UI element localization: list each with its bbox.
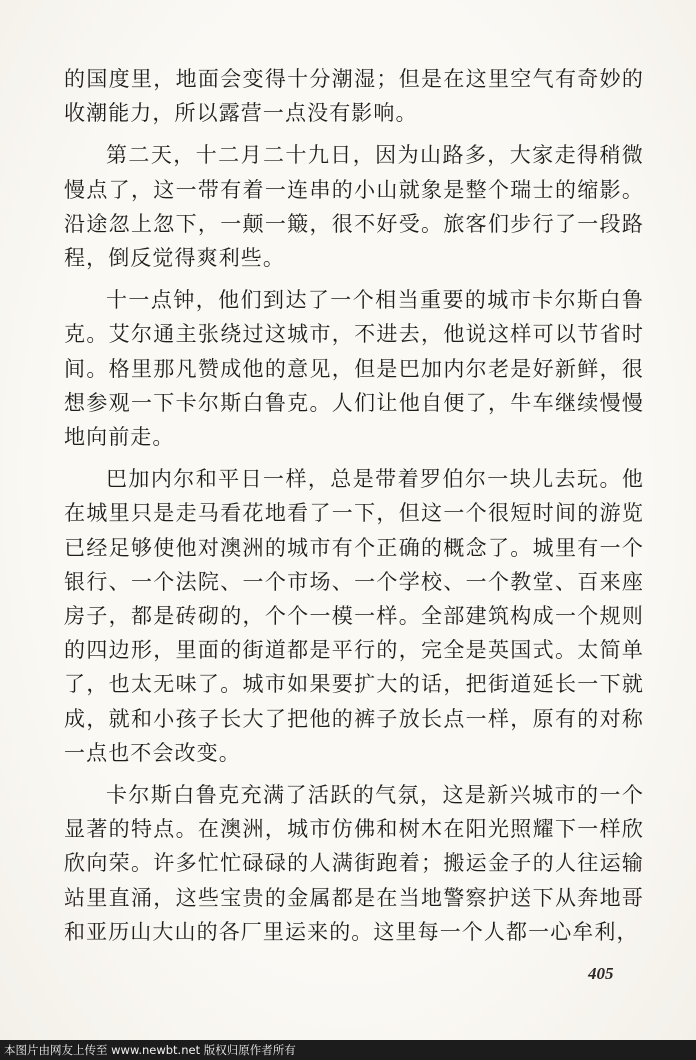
paragraph-continuation: 的国度里，地面会变得十分潮湿；但是在这里空气有奇妙的收潮能力，所以露营一点没有影响。 [64,67,644,126]
watermark-bar [0,1040,696,1060]
watermark-text: 本图片由网友上传至 www.newbt.net 版权归原作者所有 [4,1043,296,1057]
paragraph: 卡尔斯白鲁克充满了活跃的气氛，这是新兴城市的一个显著的特点。在澳洲，城市仿佛和树木在阳光照耀下一样欣欣向荣。许多忙忙碌碌的人满街跑着；搬运金子的人往运输站里直涌，这些宝贵的金属都是在当地警察护送下从奔地哥和亚历山大山的各厂里运来的。这里每一个人都一心牟利， [64,783,644,944]
paragraph: 巴加内尔和平日一样，总是带着罗伯尔一块儿去玩。他在城里只是走马看花地看了一下，但这一个很短时间的游览已经足够使他对澳洲的城市有个正确的概念了。城里有一个银行、一个法院、一个市场、一个学校、一个教堂、百来座房子，都是砖砌的，个个一模一样。全部建筑构成一个规则的四边形，里面的街道都是平行的，完全是英国式。太简单了，也太无味了。城市如果要扩大的话，把街道延长一下就成，就和小孩子长大了把他的裤子放长点一样，原有的对称一点也不会改变。 [64,467,644,765]
paragraph: 第二天，十二月二十九日，因为山路多，大家走得稍微慢点了，这一带有着一连串的小山就象是整个瑞士的缩影。沿途忽上忽下，一颠一簸，很不好受。旅客们步行了一段路程，倒反觉得爽利些。 [64,143,644,271]
page-body [64,62,644,957]
paragraph: 十一点钟，他们到达了一个相当重要的城市卡尔斯白鲁克。艾尔通主张绕过这城市，不进去，他说这样可以节省时间。格里那凡赞成他的意见，但是巴加内尔老是好新鲜，很想参观一下卡尔斯白鲁克。人们让他自便了，牛车继续慢慢地向前走。 [64,288,644,450]
page-number: 405 [588,964,614,983]
